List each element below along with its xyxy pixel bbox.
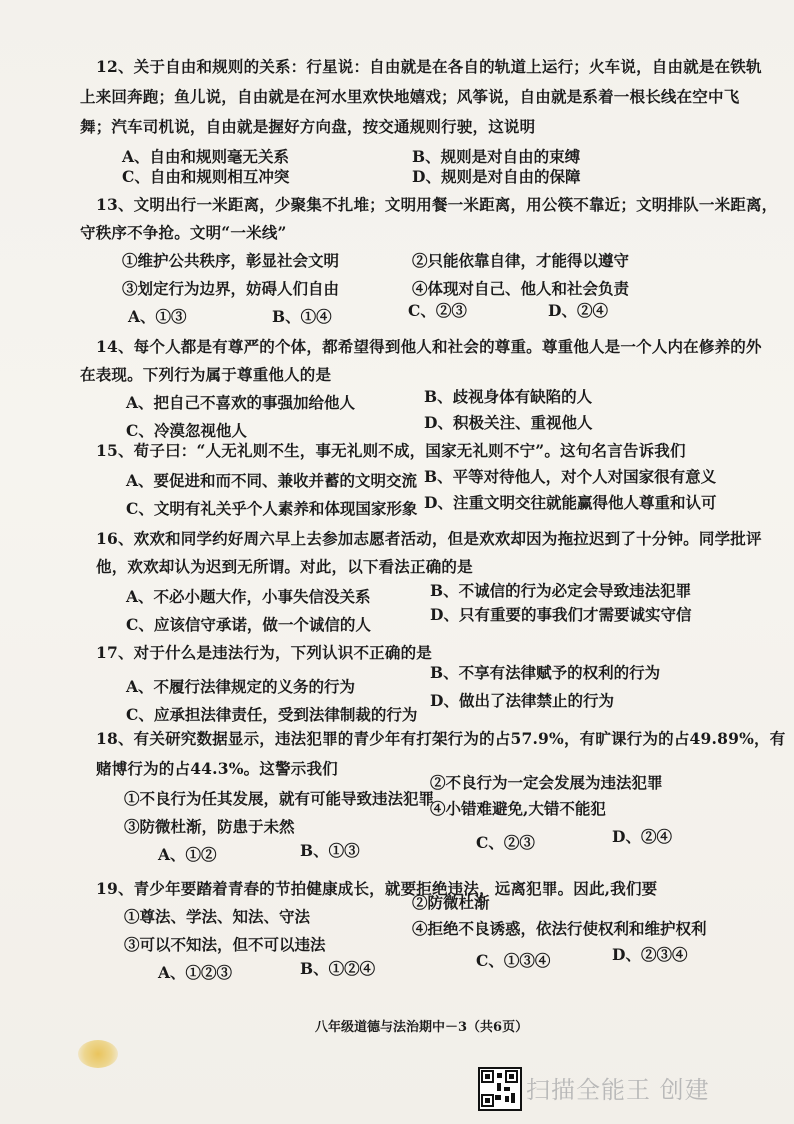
q15-option-d: D、注重文明交往就能赢得他人尊重和认可 bbox=[424, 493, 717, 512]
q15-stem-line1: 15、荀子曰：“人无礼则不生，事无礼则不成，国家无礼则不宁”。这句名言告诉我们 bbox=[96, 441, 686, 460]
q19-stem-line1: 19、青少年要踏着青春的节拍健康成长，就要拒绝违法，远离犯罪。因此,我们要 bbox=[96, 879, 658, 898]
q18-statement-1: ①不良行为任其发展，就有可能导致违法犯罪 bbox=[124, 789, 435, 808]
q13-statement-4: ④体现对自己、他人和社会负责 bbox=[412, 279, 630, 298]
q16-stem-line2: 他，欢欢却认为迟到无所谓。对此，以下看法正确的是 bbox=[96, 557, 473, 576]
q18-statement-2: ②不良行为一定会发展为违法犯罪 bbox=[430, 773, 663, 792]
q13-stem-line2: 守秩序不争抢。文明“一米线” bbox=[80, 223, 287, 242]
q18-statement-3: ③防微杜渐，防患于未然 bbox=[124, 817, 295, 836]
q16-stem-line1: 16、欢欢和同学约好周六早上去参加志愿者活动，但是欢欢却因为拖拉迟到了十分钟。同学批评 bbox=[96, 529, 762, 548]
q13-option-d: D、②④ bbox=[548, 301, 608, 320]
q18-stem-line1: 18、有关研究数据显示，违法犯罪的青少年有打架行为的占57.9%，有旷课行为的占49.89%，有 bbox=[96, 729, 786, 748]
q19-option-c: C、①③④ bbox=[476, 951, 551, 970]
q12-option-c: C、自由和规则相互冲突 bbox=[122, 167, 290, 186]
q16-option-c: C、应该信守承诺，做一个诚信的人 bbox=[126, 615, 371, 634]
q14-stem-line1: 14、每个人都是有尊严的个体，都希望得到他人和社会的尊重。尊重他人是一个人内在修养的外 bbox=[96, 337, 762, 356]
q19-statement-3: ③可以不知法，但不可以违法 bbox=[124, 935, 326, 954]
q15-option-b: B、平等对待他人，对个人对国家很有意义 bbox=[424, 467, 717, 486]
q17-stem-line1: 17、对于什么是违法行为，下列认识不正确的是 bbox=[96, 643, 432, 662]
q19-option-b: B、①②④ bbox=[300, 959, 376, 978]
qr-code-icon bbox=[478, 1067, 522, 1111]
q19-statement-4: ④拒绝不良诱惑，依法行使权利和维护权利 bbox=[412, 919, 707, 938]
q12-option-a: A、自由和规则毫无关系 bbox=[122, 147, 290, 166]
q17-option-a: A、不履行法律规定的义务的行为 bbox=[126, 677, 356, 696]
q19-statement-2: ②防微杜渐 bbox=[412, 893, 490, 912]
page-footer: 八年级道德与法治期中－3（共6页） bbox=[315, 1020, 529, 1035]
scanner-watermark: 扫描全能王 创建 bbox=[526, 1076, 710, 1104]
q12-option-d: D、规则是对自由的保障 bbox=[412, 167, 581, 186]
q17-option-d: D、做出了法律禁止的行为 bbox=[430, 691, 614, 710]
q14-option-c: C、冷漠忽视他人 bbox=[126, 421, 247, 440]
q19-option-a: A、①②③ bbox=[158, 963, 233, 982]
q13-stem-line1: 13、文明出行一米距离，少聚集不扎堆；文明用餐一米距离，用公筷不靠近；文明排队一米距离， bbox=[96, 195, 778, 214]
q17-option-b: B、不享有法律赋予的权利的行为 bbox=[430, 663, 661, 682]
q13-statement-2: ②只能依靠自律，才能得以遵守 bbox=[412, 251, 630, 270]
q19-option-d: D、②③④ bbox=[612, 945, 688, 964]
q13-statement-3: ③划定行为边界，妨碍人们自由 bbox=[122, 279, 340, 298]
q13-statement-1: ①维护公共秩序，彰显社会文明 bbox=[122, 251, 340, 270]
q16-option-b: B、不诚信的行为必定会导致违法犯罪 bbox=[430, 581, 692, 600]
q13-option-a: A、①③ bbox=[128, 307, 187, 326]
q12-stem-line2: 上来回奔跑；鱼儿说，自由就是在河水里欢快地嬉戏；风筝说，自由就是系着一根长线在空中飞 bbox=[80, 87, 740, 106]
q15-option-c: C、文明有礼关乎个人素养和体现国家形象 bbox=[126, 499, 418, 518]
q14-option-a: A、把自己不喜欢的事强加给他人 bbox=[126, 393, 356, 412]
q14-option-d: D、积极关注、重视他人 bbox=[424, 413, 593, 432]
q18-statement-4: ④小错难避免,大错不能犯 bbox=[430, 799, 606, 818]
q18-option-d: D、②④ bbox=[612, 827, 672, 846]
q12-option-b: B、规则是对自由的束缚 bbox=[412, 147, 581, 166]
q17-option-c: C、应承担法律责任，受到法律制裁的行为 bbox=[126, 705, 418, 724]
q16-option-a: A、不必小题大作，小事失信没关系 bbox=[126, 587, 371, 606]
q14-option-b: B、歧视身体有缺陷的人 bbox=[424, 387, 593, 406]
q15-option-a: A、要促进和而不同、兼收并蓄的文明交流 bbox=[126, 471, 418, 490]
q18-stem-line2: 赌博行为的占44.3%。这警示我们 bbox=[96, 759, 338, 778]
q18-option-b: B、①③ bbox=[300, 841, 360, 860]
q13-option-c: C、②③ bbox=[408, 301, 467, 320]
q12-stem-line1: 12、关于自由和规则的关系：行星说：自由就是在各自的轨道上运行；火车说，自由就是在铁轨 bbox=[96, 57, 762, 76]
q18-option-c: C、②③ bbox=[476, 833, 535, 852]
q12-stem-line3: 舞；汽车司机说，自由就是握好方向盘，按交通规则行驶，这说明 bbox=[80, 117, 536, 136]
q19-statement-1: ①尊法、学法、知法、守法 bbox=[124, 907, 311, 926]
q13-option-b: B、①④ bbox=[272, 307, 332, 326]
page-stain bbox=[78, 1040, 118, 1068]
q18-option-a: A、①② bbox=[158, 845, 217, 864]
q16-option-d: D、只有重要的事我们才需要诚实守信 bbox=[430, 605, 692, 624]
q14-stem-line2: 在表现。下列行为属于尊重他人的是 bbox=[80, 365, 332, 384]
